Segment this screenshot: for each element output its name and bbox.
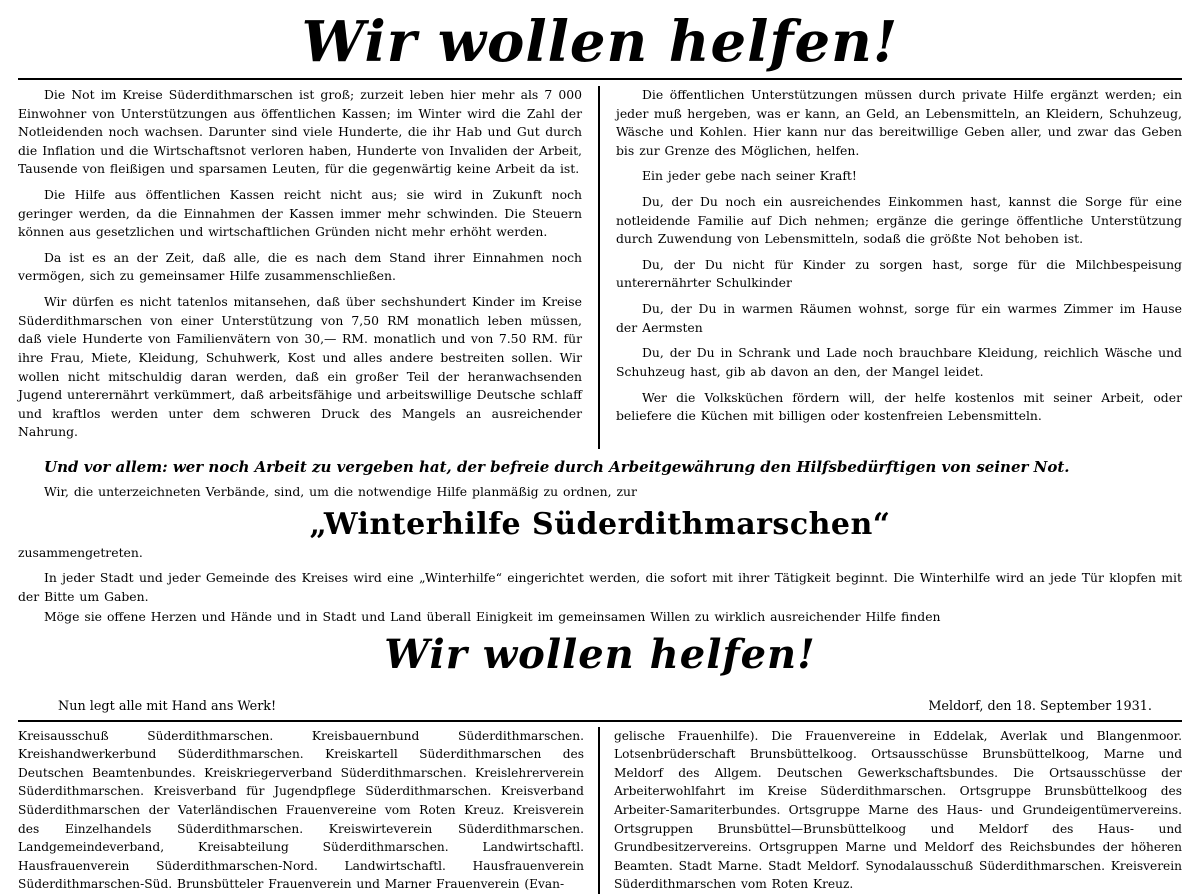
after-title-line: zusammengetreten.	[18, 545, 143, 561]
paragraph: Wer die Volksküchen fördern will, der helfe kostenlos mit seiner Arbeit, oder beliefere die Küchen mit billigen oder kostenfreien Lebensmitteln.	[616, 389, 1182, 424]
paragraph: Du, der Du noch ein ausreichendes Einkommen hast, kannst die Sorge für eine notleidende Familie auf Dich nehmen; ergänze die geringe öffentliche Unterstützung durch Zuwendung von Lebensmitteln, sodaß die größte Not behoben ist.	[616, 194, 1182, 247]
signatories-left: Kreisausschuß Süderdithmarschen. Kreisbauernbund Süderdithmarschen. Kreishandwerkerbund Süderdithmarschen. Kreiskartell Süderdithmarschen des Deutschen Beamtenbundes. Kreiskriegerverband Süderdithmarschen. Kreislehrerverein Süderdithmarschen. Kreisverband für Jugendpflege Süderdithmarschen. Kreisverband Süderdithmarschen der Vaterländischen Frauenvereine vom Roten Kreuz. Kreisverein des Einzelhandels Süderdithmarschen. Kreiswirteverein Süderdithmarschen. Landgemeindeverband, Kreisabteilung Süderdithmarschen. Landwirtschaftl. Hausfrauenverein Süderdithmarschen-Nord. Landwirtschaftl. Hausfrauenverein Süderdithmarschen-Süd. Brunsbütteler Frauenverein und Marner Frauenverein (Evan-	[18, 727, 600, 894]
left-column	[18, 86, 600, 449]
closing-row	[18, 699, 1182, 714]
paragraph: In jeder Stadt und jeder Gemeinde des Kreises wird eine „Winterhilfe“ eingerichtet werden, die sofort mit ihrer Tätigkeit beginnt. Die Winterhilfe wird an jede Tür klopfen mit der Bitte um Gaben.	[18, 569, 1182, 604]
paragraph: Ein jeder gebe nach seiner Kraft!	[642, 168, 857, 184]
main-two-column-block	[18, 78, 1182, 449]
bold-appeal-text: Und vor allem: wer noch Arbeit zu vergeben hat, der befreie durch Arbeitgewährung den Hilfsbedürftigen von seiner Not.	[44, 457, 1070, 476]
paragraph: Die Hilfe aus öffentlichen Kassen reicht nicht aus; sie wird in Zukunft noch geringer werden, da die Einnahmen der Kassen immer mehr schwinden. Die Steuern können aus gesetzlichen und wirtschaftlichen Gründen nicht mehr erhöht werden.	[18, 187, 582, 240]
headline-repeat: Wir wollen helfen!	[384, 630, 816, 678]
place-and-date: Meldorf, den 18. September 1931.	[928, 698, 1152, 714]
closing-call: Nun legt alle mit Hand ans Werk!	[58, 698, 277, 714]
right-column	[600, 86, 1182, 449]
paragraph: Da ist es an der Zeit, daß alle, die es nach dem Stand ihrer Einnahmen noch vermögen, sich zu gemeinsamer Hilfe zusammenschließen.	[18, 249, 582, 284]
paragraph: Du, der Du in Schrank und Lade noch brauchbare Kleidung, reichlich Wäsche und Schuhzeug hast, gib ab davon an den, der Mangel leidet.	[616, 345, 1182, 379]
organization-title: „Winterhilfe Süderdithmarschen“	[309, 507, 891, 543]
paragraph: Die Not im Kreise Süderdithmarschen ist groß; zurzeit leben hier mehr als 7 000 Einwohner von Unterstützungen aus öffentlichen Kassen; im Winter wird die Zahl der Notleidenden noch wachsen. Darunter sind viele Hunderte, die ihr Hab und Gut durch die Inflation und die Wirtschaftsnot verloren haben, Hunderte von Invaliden der Arbeit, Tausende von fleißigen und sparsamen Leuten, für die gegenwärtig keine Arbeit da ist.	[18, 87, 582, 177]
paragraph: Du, der Du nicht für Kinder zu sorgen hast, sorge für die Milchbespeisung unterernährter Schulkinder	[616, 256, 1182, 291]
paragraph: Die öffentlichen Unterstützungen müssen durch private Hilfe ergänzt werden; ein jeder muß hergeben, was er kann, an Geld, an Lebensmitteln, an Kleidern, Schuhzeug, Wäsche und Kohlen. Hier kann nur das bereitwillige Geben aller, und zwar das Geben bis zur Grenze des Möglichen, helfen.	[616, 87, 1182, 158]
paragraph: Möge sie offene Herzen und Hände und in Stadt und Land überall Einigkeit im gemeinsamen Willen zu wirklich ausreichender Hilfe finden	[44, 609, 941, 625]
intro-line: Wir, die unterzeichneten Verbände, sind, um die notwendige Hilfe planmäßig zu ordnen, zur	[44, 483, 637, 499]
page-title: Wir wollen helfen!	[301, 9, 899, 75]
paragraph: Wir dürfen es nicht tatenlos mitansehen, daß über sechshundert Kinder im Kreise Süderdithmarschen von einer Unterstützung von 7,50 RM monatlich leben müssen, daß viele Hunderte von Familienvätern von 30,— RM. monatlich und von 7.50 RM. für ihre Frau, Miete, Kleidung, Schuhwerk, Kost und alles andere bestreiten sollen. Wir wollen nicht mitschuldig daran werden, daß ein großer Teil der heranwachsenden Jugend unterernährt verkümmert, daß arbeitsfähige und arbeitswillige Deutsche schlaff und kraftlos werden unter dem schweren Druck des Mangels an ausreichender Nahrung.	[18, 294, 582, 440]
paragraph: Du, der Du in warmen Räumen wohnst, sorge für ein warmes Zimmer im Hause der Aermsten	[616, 301, 1182, 335]
signatories-right: gelische Frauenhilfe). Die Frauenvereine in Eddelak, Averlak und Blangenmoor. Lotsenbrüderschaft Brunsbüttelkoog. Ortsausschüsse Brunsbüttelkoog, Marne und Meldorf des Allgem. Deutschen Gewerkschaftsbundes. Die Ortsausschüsse der Arbeiterwohlfahrt im Kreise Süderdithmarschen. Ortsgruppe Brunsbüttelkoog des Arbeiter-Samariterbundes. Ortsgruppe Marne des Haus- und Grundeigentümervereins. Ortsgruppen Brunsbüttel—Brunsbüttelkoog und Meldorf des Haus- und Grundbesitzervereins. Ortsgruppen Marne und Meldorf des Reichsbundes der höheren Beamten. Stadt Marne. Stadt Meldorf. Synodalausschuß Süderdithmarschen. Kreisverein Süderdithmarschen vom Roten Kreuz.	[614, 728, 1182, 892]
